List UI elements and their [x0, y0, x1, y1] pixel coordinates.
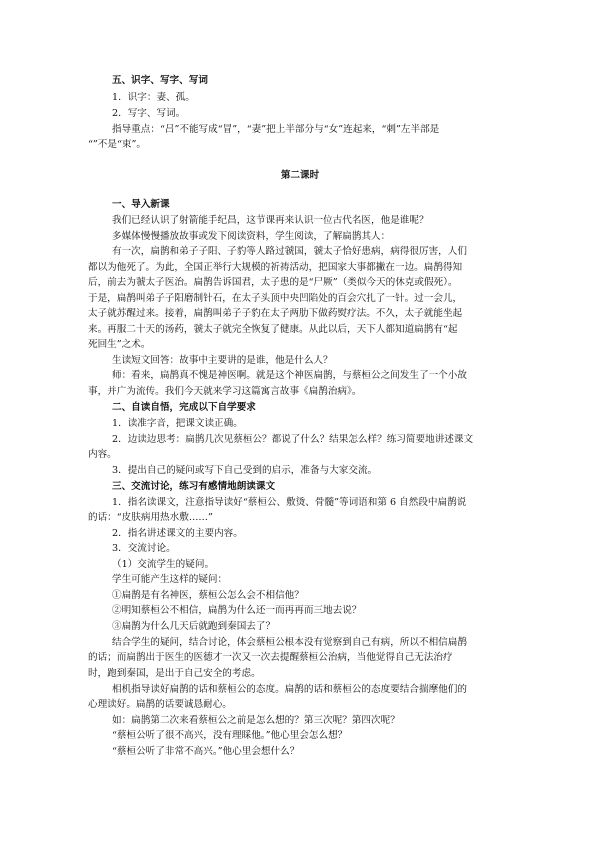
heading-section-1: 一、导入新课: [112, 199, 170, 210]
text-line: 相机指导读好扁鹊的话和蔡桓公的态度。扁鹊的话和蔡桓公的态度要结合揣摩他们的: [112, 684, 467, 695]
text-line: 多媒体慢慢播放故事或发下阅读资料，学生阅读，了解扁鹊其人：: [112, 231, 391, 242]
text-line: “蔡桓公听了非常不高兴。”他心里会想什么？: [112, 746, 300, 757]
text-line: 2．边读边思考：扁鹊几次见蔡桓公？都说了什么？结果怎么样？练习简要地讲述课文: [112, 434, 474, 445]
text-line: 3．提出自己的疑问或写下自己受到的启示，准备与大家交流。: [112, 465, 378, 476]
text-line: 内容。: [88, 449, 117, 460]
text-line: ①扁鹊是有名神医，蔡桓公怎么会不相信他？: [112, 590, 304, 601]
text-line: 如：扁鹊第二次来看蔡桓公之前是怎么想的？第三次呢？第四次呢？: [112, 715, 400, 726]
text-line: “”不是“束”。: [88, 139, 146, 150]
heading-section-5: 五、识字、写字、写词: [112, 75, 208, 86]
text-line: ③扁鹊为什么几天后就跑到秦国去了？: [112, 621, 276, 632]
text-line: 后，前去为虢太子医治。扁鹊告诉国君，太子患的是“尸厥”（类似今天的休克或假死）。: [88, 277, 458, 288]
text-line: ②明知蔡桓公不相信，扁鹊为什么还一而再再而三地去说？: [112, 605, 362, 616]
text-line: 于是，扁鹊叫弟子子阳磨制针石，在太子头顶中央凹陷处的百会穴扎了一针。过一会儿，: [88, 293, 463, 304]
text-line: （1）交流学生的疑问。: [112, 559, 215, 570]
text-line: 1．指名读课文，注意指导读好“蔡桓公、敷烫、骨髓”等词语和第 6 自然段中扁鹊说: [112, 497, 467, 508]
text-line: 1．读准字音，把课文读正确。: [112, 418, 243, 429]
text-line: 指导重点：“吕”不能写成“冒”，“妻”把上半部分与“女”连起来，“刺”左半部是: [112, 124, 440, 135]
text-line: 2．指名讲述课文的主要内容。: [112, 528, 243, 539]
text-line: 的话：“皮肤病用热水敷……”: [88, 512, 213, 523]
heading-section-3: 三、交流讨论，练习有感情地朗读课文: [112, 481, 276, 492]
text-line: 2．写字、写词。: [112, 108, 186, 119]
text-line: 事，并广为流传。我们今天就来学习这篇寓言故事《扁鹊治病》。: [88, 386, 362, 397]
text-line: 结合学生的疑问，结合讨论，体会蔡桓公根本没有觉察到自己有病，所以不相信扁鹊: [112, 637, 467, 648]
text-line: 我们已经认识了射箭能手纪昌，这节课再来认识一位古代名医，他是谁呢？: [112, 215, 429, 226]
text-line: 的话；而扁鹊出于医生的医德才一次又一次去提醒蔡桓公治病，当他觉得自己无法治疗: [88, 652, 453, 663]
text-line: 1．识字：妻、孤。: [112, 92, 195, 103]
text-line: 心理读好。扁鹊的话要诚恳耐心。: [88, 699, 232, 710]
text-line: “蔡桓公听了很不高兴，没有理睬他。”他心里会怎么想？: [112, 730, 348, 741]
text-line: 师：看来，扁鹊真不愧是神医啊。就是这个神医扁鹊，与蔡桓公之间发生了一个小故: [112, 370, 467, 381]
text-line: 生读短文回答：故事中主要讲的是谁，他是什么人？: [112, 355, 333, 366]
heading-section-2: 二、自读自悟，完成以下自学要求: [112, 402, 256, 413]
text-line: 3．交流讨论。: [112, 543, 176, 554]
text-line: 死回生”之术。: [88, 339, 151, 350]
text-line: 时，跑到秦国，是出于自己安全的考虑。: [88, 668, 261, 679]
lesson-title: 第二课时: [280, 170, 320, 181]
text-line: 有一次，扁鹊和弟子子阳、子豹等人路过虢国，虢太子恰好患病，病得很厉害，人们: [112, 246, 467, 257]
text-line: 太子就苏醒过来。接着，扁鹊叫弟子子豹在太子两肋下做药熨疗法。不久，太子就能坐起: [88, 308, 463, 319]
text-line: 学生可能产生这样的疑问：: [112, 574, 228, 585]
text-line: 都以为他死了。为此，全国正举行大规模的祈祷活动，把国家大事都撇在一边。扁鹊得知: [88, 262, 463, 273]
text-line: 来。再服二十天的汤药，虢太子就完全恢复了健康。从此以后，天下人都知道扁鹊有“起: [88, 324, 458, 335]
